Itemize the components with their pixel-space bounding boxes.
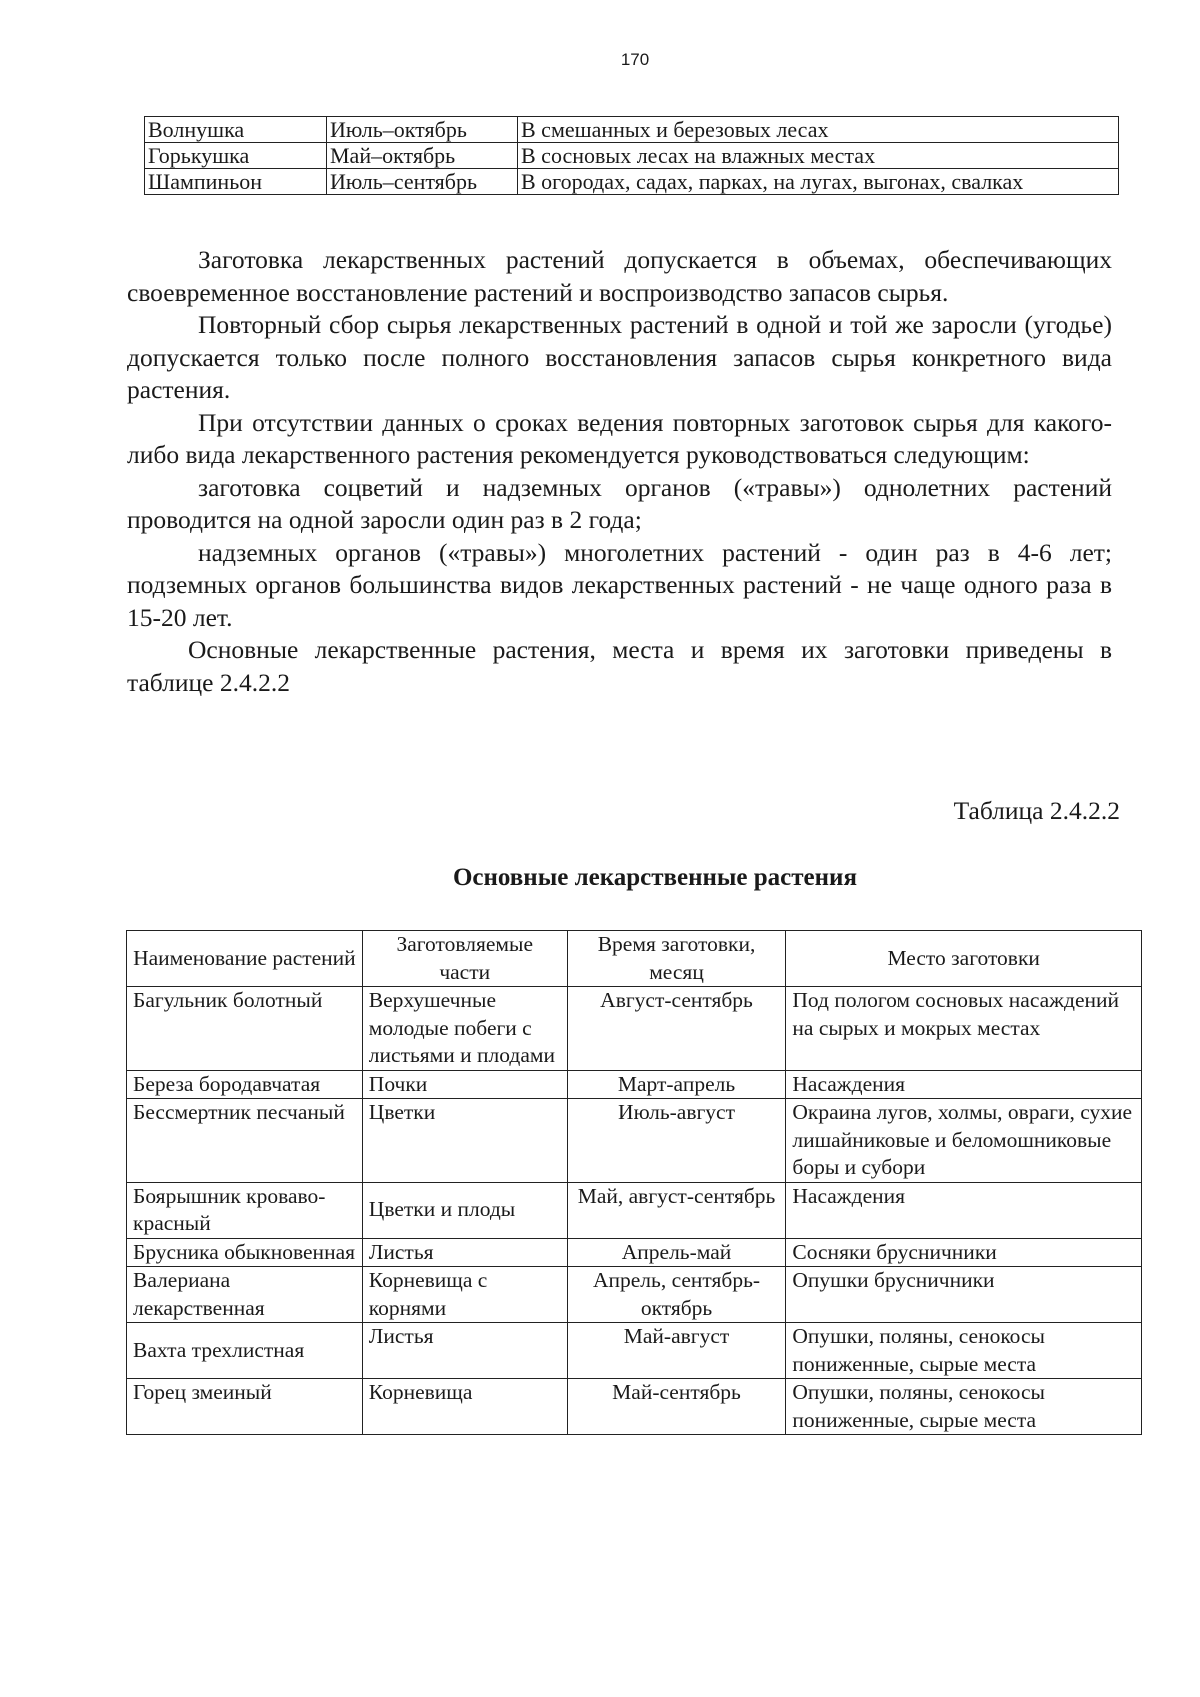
harvested-parts: Верхушечные молодые побеги с листьями и плодами — [362, 987, 567, 1071]
plant-name: Горец змеиный — [127, 1379, 363, 1435]
plant-name: Брусника обыкновенная — [127, 1238, 363, 1267]
table-row — [145, 117, 1119, 143]
table-cell: Волнушка — [145, 117, 327, 143]
table-heading: Основные лекарственные растения — [452, 864, 857, 891]
table-row — [145, 143, 1119, 169]
harvest-time: Апрель, сентябрь-октябрь — [567, 1267, 786, 1323]
harvest-time: Апрель-май — [567, 1238, 786, 1267]
table-row — [127, 1379, 1142, 1435]
harvested-parts: Цветки — [362, 1099, 567, 1183]
table-row — [127, 1238, 1142, 1267]
column-header: Заготовляемые части — [362, 931, 567, 987]
plant-name: Вахта трехлистная — [127, 1323, 363, 1379]
medicinal-plants-table — [126, 930, 1142, 1435]
harvested-parts: Корневища — [362, 1379, 567, 1435]
harvest-time: Август-сентябрь — [567, 987, 786, 1071]
table-cell: Май–октябрь — [327, 143, 518, 169]
table-cell: В огородах, садах, парках, на лугах, выгонах, свалках — [518, 169, 1119, 195]
plant-name: Валериана лекарственная — [127, 1267, 363, 1323]
table-row — [127, 1323, 1142, 1379]
harvested-parts: Листья — [362, 1323, 567, 1379]
table-cell: В сосновых лесах на влажных местах — [518, 143, 1119, 169]
table-row — [127, 987, 1142, 1071]
paragraph: заготовка соцветий и надземных органов («травы») однолетних растений проводится на одной заросли один раз в 2 года; — [127, 472, 1112, 534]
harvest-place: Под пологом сосновых насаждений на сырых и мокрых местах — [786, 987, 1142, 1071]
table-cell: Июль–сентябрь — [327, 169, 518, 195]
harvest-time: Май, август-сентябрь — [567, 1182, 786, 1238]
paragraph: При отсутствии данных о сроках ведения повторных заготовок сырья для какого-либо вида лекарственного растения рекомендуется руководствоваться следующим: — [127, 407, 1112, 469]
harvest-place: Сосняки брусничники — [786, 1238, 1142, 1267]
table-row — [127, 1099, 1142, 1183]
table-row — [127, 1182, 1142, 1238]
harvest-place: Окраина лугов, холмы, овраги, сухие лишайниковые и беломошниковые боры и субори — [786, 1099, 1142, 1183]
paragraph: Основные лекарственные растения, места и время их заготовки приведены в таблице 2.4.2.2 — [127, 635, 1112, 697]
column-header: Место заготовки — [786, 931, 1142, 987]
paragraph: Заготовка лекарственных растений допускается в объемах, обеспечивающих своевременное восстановление растений и воспроизводство запасов сырья. — [127, 245, 1112, 307]
column-header: Время заготовки, месяц — [567, 931, 786, 987]
table-cell: Июль–октябрь — [327, 117, 518, 143]
table-row — [127, 1070, 1142, 1099]
harvested-parts: Цветки и плоды — [362, 1182, 567, 1238]
plant-name: Береза бородавчатая — [127, 1070, 363, 1099]
harvest-place: Насаждения — [786, 1182, 1142, 1238]
body-text — [127, 244, 1112, 699]
table-cell: В смешанных и березовых лесах — [518, 117, 1119, 143]
harvested-parts: Корневища с корнями — [362, 1267, 567, 1323]
harvested-parts: Почки — [362, 1070, 567, 1099]
harvest-time: Май-август — [567, 1323, 786, 1379]
harvest-place: Опушки, поляны, сенокосы пониженные, сырые места — [786, 1323, 1142, 1379]
table-cell: Горькушка — [145, 143, 327, 169]
table-row — [145, 169, 1119, 195]
table-header-row — [127, 931, 1142, 987]
table-caption: Таблица 2.4.2.2 — [953, 796, 1120, 825]
harvest-place: Опушки брусничники — [786, 1267, 1142, 1323]
harvest-time: Март-апрель — [567, 1070, 786, 1099]
harvest-time: Июль-август — [567, 1099, 786, 1183]
table-cell: Шампиньон — [145, 169, 327, 195]
plant-name: Багульник болотный — [127, 987, 363, 1071]
paragraph: надземных органов («травы») многолетних растений - один раз в 4-6 лет; подземных органов большинства видов лекарственных растений - не чаще одного раза в 15-20 лет. — [127, 537, 1112, 632]
harvest-place: Насаждения — [786, 1070, 1142, 1099]
paragraph: Повторный сбор сырья лекарственных растений в одной и той же заросли (угодье) допускается только после полного восстановления запасов сырья конкретного вида растения. — [127, 310, 1112, 404]
harvest-place: Опушки, поляны, сенокосы пониженные, сырые места — [786, 1379, 1142, 1435]
page-number: 170 — [620, 50, 650, 69]
column-header: Наименование растений — [127, 931, 363, 987]
table-row — [127, 1267, 1142, 1323]
harvest-time: Май-сентябрь — [567, 1379, 786, 1435]
continued-table — [144, 116, 1119, 195]
plant-name: Бессмертник песчаный — [127, 1099, 363, 1183]
plant-name: Боярышник кроваво-красный — [127, 1182, 363, 1238]
harvested-parts: Листья — [362, 1238, 567, 1267]
